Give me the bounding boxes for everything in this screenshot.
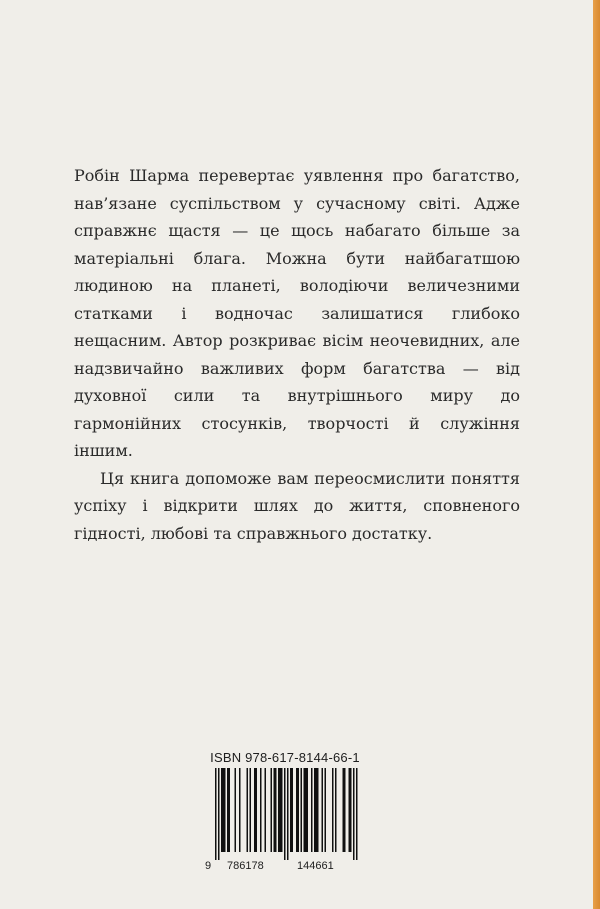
barcode-bar — [265, 768, 267, 852]
barcode-bar — [235, 768, 237, 852]
barcode-bar — [332, 768, 334, 852]
barcode-bar — [229, 768, 231, 852]
barcode-bar — [317, 768, 319, 852]
barcode-bar — [271, 768, 273, 852]
barcode-bar — [227, 768, 229, 852]
barcode-bar — [325, 768, 327, 852]
barcode-bar — [260, 768, 262, 852]
barcode-bar — [224, 768, 226, 852]
barcode-bar — [304, 768, 306, 852]
barcode-bar — [314, 768, 316, 852]
barcode-bar — [239, 768, 241, 852]
barcode-bar — [305, 768, 307, 852]
barcode-digit-first: 9 — [205, 860, 212, 872]
barcode-bar — [296, 768, 298, 852]
barcode-bar — [344, 768, 346, 852]
barcode-bar — [254, 768, 256, 852]
barcode-block — [205, 750, 365, 874]
barcode-bar — [335, 768, 337, 852]
barcode-bar — [247, 768, 249, 852]
barcode-digits-left: 786178 — [227, 860, 264, 872]
barcode-bar — [274, 768, 276, 852]
spine-edge — [593, 0, 600, 909]
barcode-bar — [356, 768, 358, 860]
barcode-bar — [290, 768, 292, 852]
barcode-bar — [292, 768, 294, 852]
barcode-bar — [256, 768, 258, 852]
isbn-label: ISBN 978-617-8144-66-1 — [210, 750, 360, 765]
barcode-bar — [316, 768, 318, 852]
barcode-bar — [278, 768, 280, 852]
barcode-bar — [215, 768, 217, 860]
barcode-bar — [350, 768, 352, 852]
barcode-digits-right: 144661 — [297, 860, 334, 872]
barcode-bar — [218, 768, 220, 860]
barcode-bar — [322, 768, 324, 852]
barcode-bar — [287, 768, 289, 860]
barcode-bar — [280, 768, 282, 852]
barcode-bar — [343, 768, 345, 852]
barcode-bar — [307, 768, 309, 852]
barcode-image — [205, 768, 365, 860]
blurb-paragraph-1: Робін Шарма перевертає уявлення про багатство, нав’язане суспільством у сучасному світі. Адже справжнє щастя — це щось набагато більше за матеріальні блага. Можна бути найбагатшою людиною на планеті, володіючи величезними статками і водночас залишатися глибоко нещасним. Автор розкриває вісім неочевидних, але надзвичайно важливих форм багатства — від духовної сили та внутрішнього миру до гармонійних стосунків, творчості й служіння іншим. — [74, 166, 520, 460]
blurb-paragraph-2: Ця книга допоможе вам переосмислити поняття успіху і відкрити шлях до життя, сповненого гідності, любові та справжнього достатку. — [74, 468, 520, 543]
barcode-bar — [223, 768, 225, 852]
barcode-bar — [353, 768, 355, 860]
barcode-bar — [281, 768, 283, 852]
barcode-bar — [250, 768, 252, 852]
barcode-bar — [298, 768, 300, 852]
barcode-bar — [301, 768, 303, 852]
barcode-bar — [284, 768, 286, 860]
barcode-bar — [311, 768, 313, 852]
barcode-bar — [349, 768, 351, 852]
barcode-bar — [221, 768, 223, 852]
barcode-digits — [205, 860, 365, 874]
barcode-bar — [275, 768, 277, 852]
blurb-text — [74, 162, 520, 547]
